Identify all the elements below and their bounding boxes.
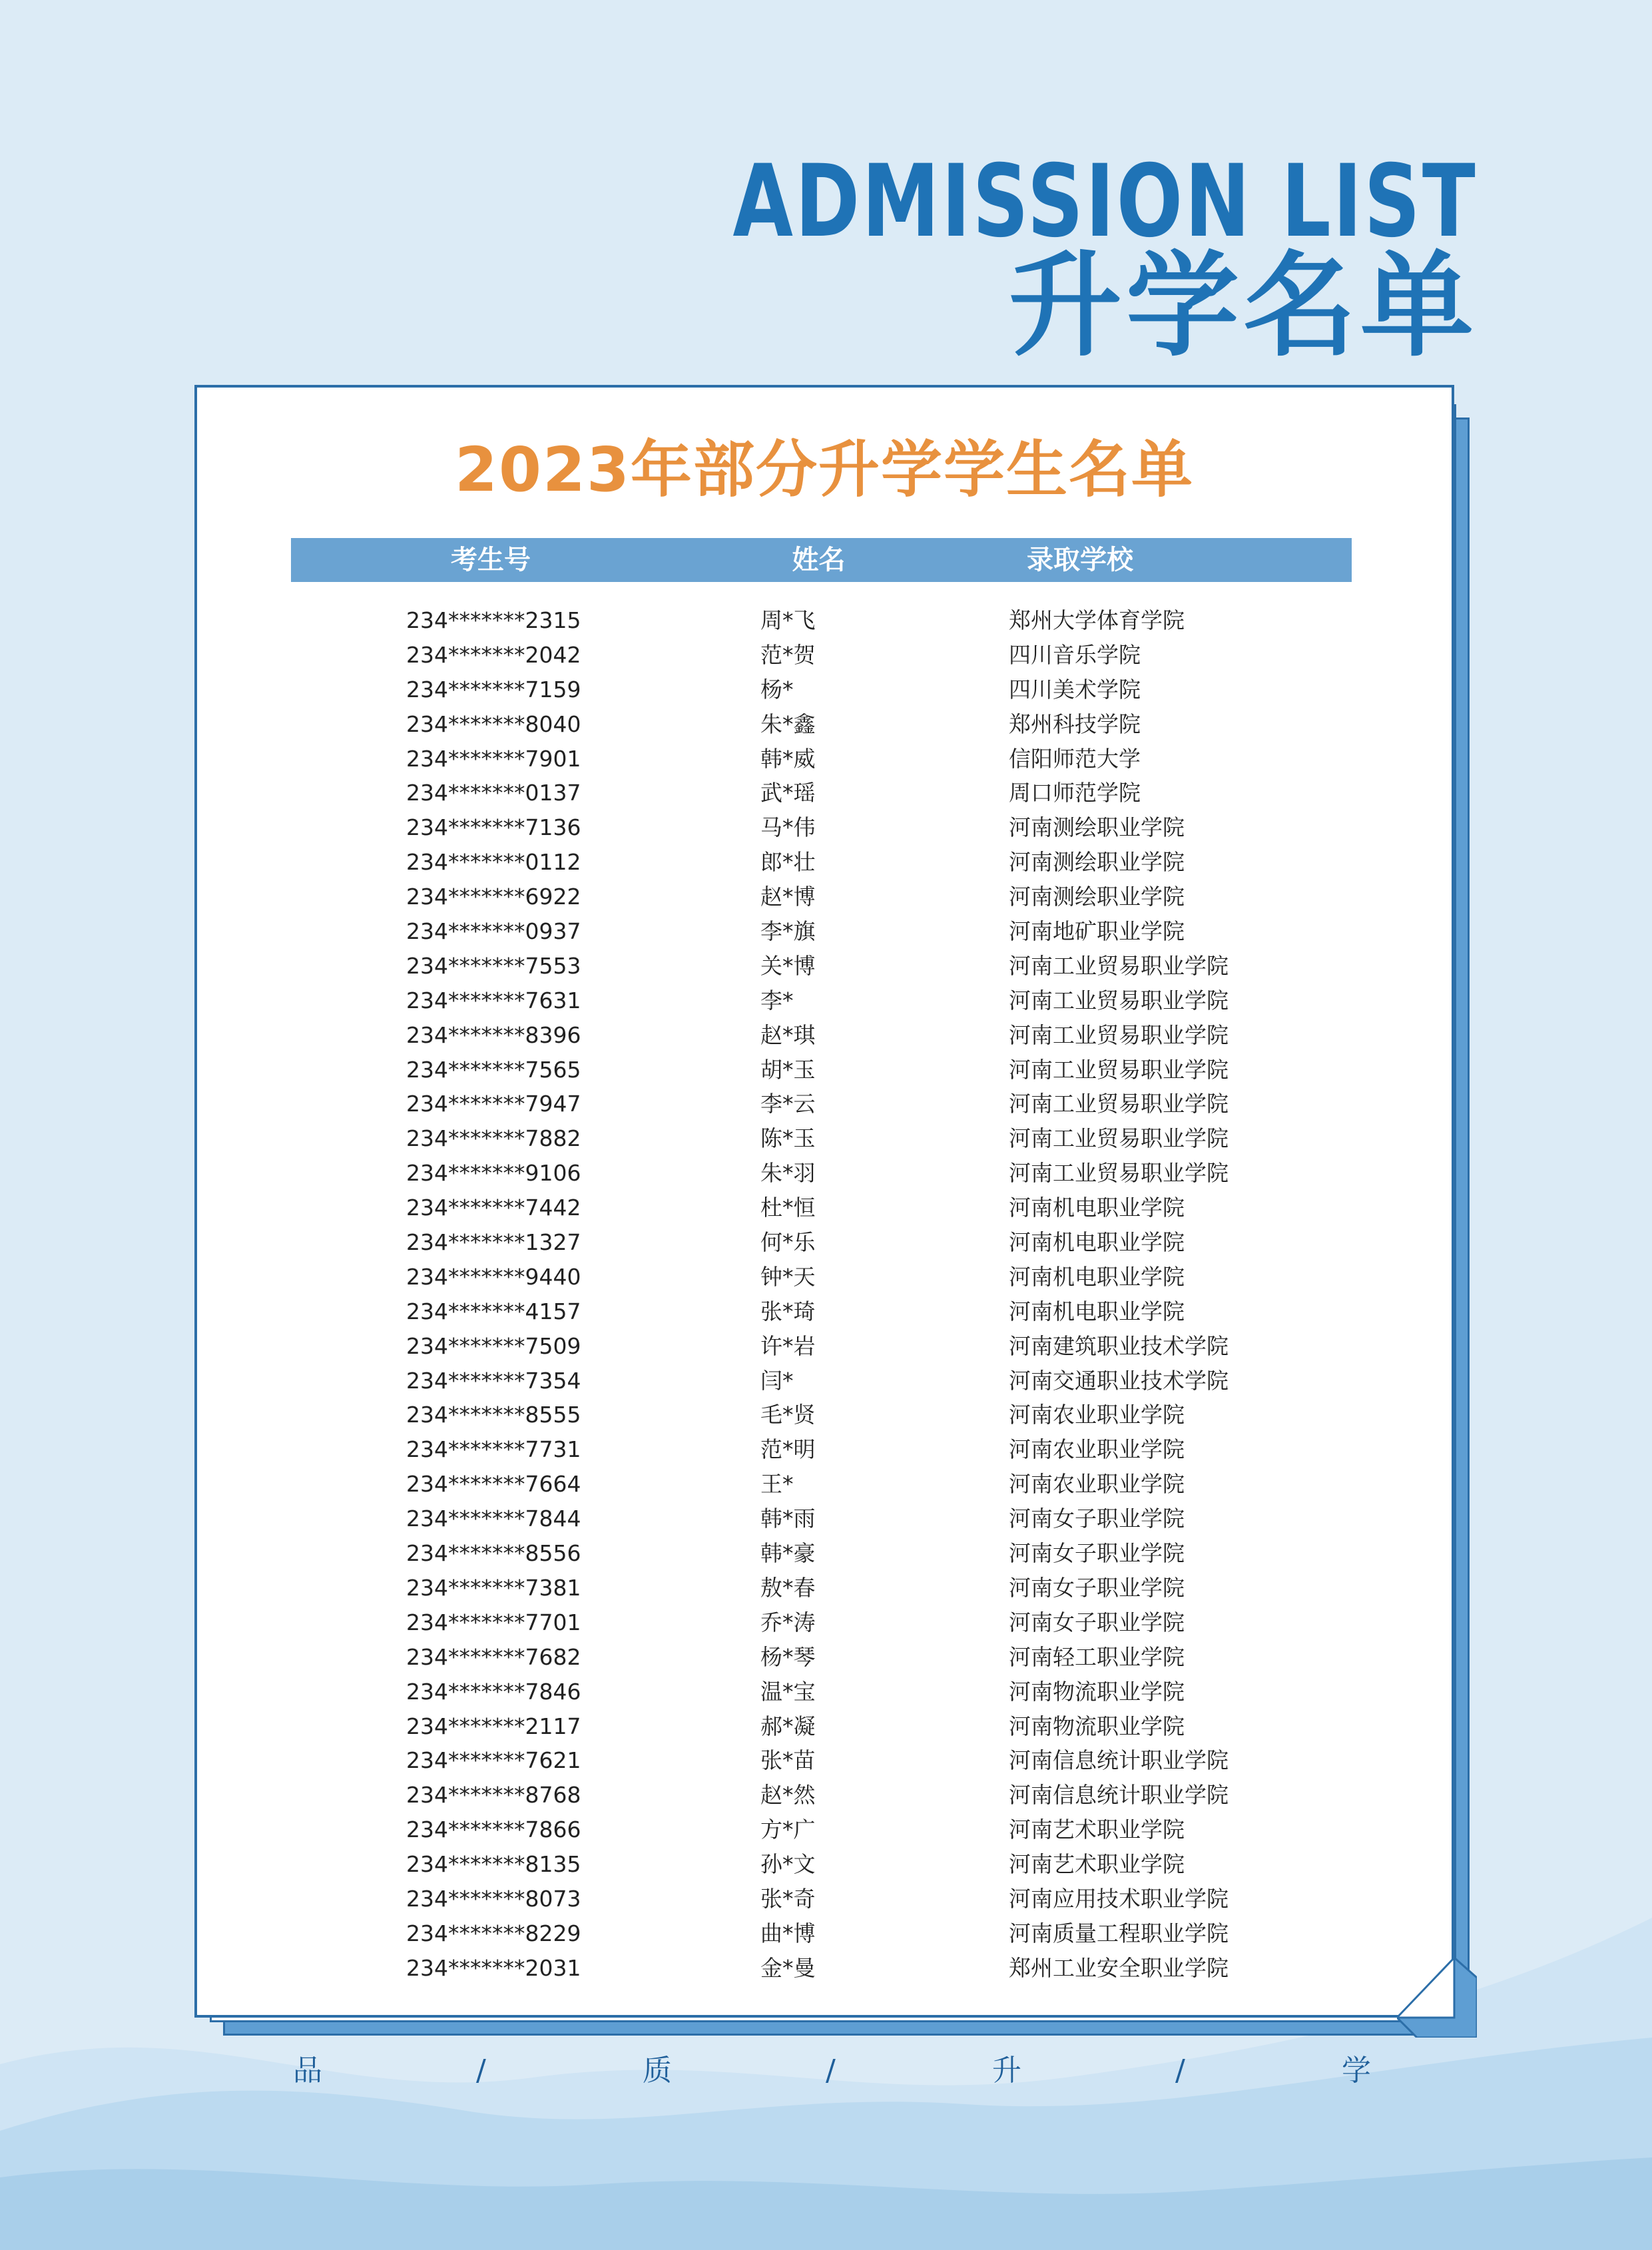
school-cell: 郑州工业安全职业学院: [1009, 1954, 1229, 1981]
student-id-cell: 234*******9440: [406, 1263, 581, 1290]
school-cell: 郑州大学体育学院: [1009, 607, 1185, 633]
footer-char: 学: [1342, 2054, 1371, 2088]
table-row: [0, 1502, 1652, 1536]
school-cell: 河南农业职业学院: [1009, 1471, 1185, 1498]
student-id-cell: 234*******0137: [406, 780, 581, 806]
school-cell: 河南农业职业学院: [1009, 1402, 1185, 1428]
table-row: [0, 1225, 1652, 1260]
student-id-cell: 234*******8073: [406, 1885, 581, 1912]
school-cell: 河南工业贸易职业学院: [1009, 1021, 1229, 1048]
student-id-cell: 234*******7442: [406, 1195, 581, 1221]
footer-slogan: [0, 2051, 1652, 2091]
school-cell: 河南工业贸易职业学院: [1009, 987, 1229, 1013]
table-row: [0, 1260, 1652, 1294]
student-id-cell: 234*******2031: [406, 1954, 581, 1981]
student-name-cell: 方*广: [760, 1817, 816, 1843]
student-id-cell: 234*******7846: [406, 1678, 581, 1705]
table-row: [0, 1882, 1652, 1916]
student-id-cell: 234*******7664: [406, 1471, 581, 1498]
student-id-cell: 234*******8135: [406, 1851, 581, 1878]
column-header-name: 姓名: [792, 545, 846, 575]
student-name-cell: 乔*涛: [760, 1609, 816, 1635]
student-id-cell: 234*******8229: [406, 1920, 581, 1946]
footer-char: 品: [293, 2054, 322, 2088]
footer-char: 质: [643, 2054, 672, 2088]
table-row: [0, 984, 1652, 1018]
school-cell: 河南地矿职业学院: [1009, 918, 1185, 945]
student-id-cell: 234*******4157: [406, 1298, 581, 1324]
table-row: [0, 1536, 1652, 1571]
student-id-cell: 234*******7159: [406, 676, 581, 703]
student-name-cell: 朱*鑫: [760, 710, 816, 737]
student-name-cell: 毛*贤: [760, 1402, 816, 1428]
student-id-cell: 234*******8555: [406, 1402, 581, 1428]
table-row: [0, 949, 1652, 984]
student-name-cell: 杜*恒: [760, 1195, 816, 1221]
school-cell: 四川美术学院: [1009, 676, 1141, 703]
student-name-cell: 孙*文: [760, 1851, 816, 1878]
school-cell: 河南机电职业学院: [1009, 1195, 1185, 1221]
table-row: [0, 1675, 1652, 1709]
student-id-cell: 234*******6922: [406, 884, 581, 910]
student-id-cell: 234*******2315: [406, 607, 581, 633]
student-id-cell: 234*******1327: [406, 1229, 581, 1256]
student-id-cell: 234*******2042: [406, 641, 581, 668]
table-row: [0, 1087, 1652, 1121]
student-name-cell: 许*岩: [760, 1332, 816, 1359]
student-id-cell: 234*******7136: [406, 814, 581, 841]
student-name-cell: 郝*凝: [760, 1713, 816, 1739]
student-name-cell: 李*旗: [760, 918, 816, 945]
student-id-cell: 234*******7553: [406, 952, 581, 979]
school-cell: 河南轻工职业学院: [1009, 1643, 1185, 1670]
admission-table-body: [0, 603, 1652, 1986]
student-name-cell: 张*苗: [760, 1747, 816, 1774]
school-cell: 河南工业贸易职业学院: [1009, 1125, 1229, 1152]
student-id-cell: 234*******7381: [406, 1574, 581, 1601]
student-id-cell: 234*******7354: [406, 1367, 581, 1394]
student-name-cell: 闫*: [760, 1367, 794, 1394]
school-cell: 河南工业贸易职业学院: [1009, 1091, 1229, 1117]
footer-separator: /: [476, 2054, 486, 2088]
student-id-cell: 234*******8768: [406, 1782, 581, 1809]
student-name-cell: 赵*然: [760, 1782, 816, 1809]
student-name-cell: 赵*琪: [760, 1021, 816, 1048]
school-cell: 河南机电职业学院: [1009, 1263, 1185, 1290]
school-cell: 周口师范学院: [1009, 780, 1141, 806]
school-cell: 河南信息统计职业学院: [1009, 1782, 1229, 1809]
student-name-cell: 韩*威: [760, 745, 816, 772]
table-row: [0, 742, 1652, 776]
table-row: [0, 1640, 1652, 1675]
student-name-cell: 王*: [760, 1471, 794, 1498]
student-name-cell: 温*宝: [760, 1678, 816, 1705]
table-row: [0, 1018, 1652, 1053]
student-id-cell: 234*******7565: [406, 1056, 581, 1083]
student-name-cell: 武*瑶: [760, 780, 816, 806]
table-row: [0, 1916, 1652, 1951]
student-id-cell: 234*******2117: [406, 1713, 581, 1739]
school-cell: 河南艺术职业学院: [1009, 1851, 1185, 1878]
student-name-cell: 钟*天: [760, 1263, 816, 1290]
student-id-cell: 234*******0112: [406, 849, 581, 876]
table-row: [0, 776, 1652, 810]
school-cell: 河南机电职业学院: [1009, 1298, 1185, 1324]
table-row: [0, 1709, 1652, 1744]
table-row: [0, 1191, 1652, 1225]
student-name-cell: 杨*: [760, 676, 794, 703]
table-row: [0, 845, 1652, 880]
student-name-cell: 韩*雨: [760, 1506, 816, 1532]
student-name-cell: 韩*豪: [760, 1540, 816, 1567]
school-cell: 河南艺术职业学院: [1009, 1817, 1185, 1843]
student-id-cell: 234*******9106: [406, 1160, 581, 1187]
school-cell: 河南工业贸易职业学院: [1009, 952, 1229, 979]
school-cell: 河南机电职业学院: [1009, 1229, 1185, 1256]
student-name-cell: 陈*玉: [760, 1125, 816, 1152]
student-id-cell: 234*******7631: [406, 987, 581, 1013]
table-row: [0, 1432, 1652, 1467]
table-row: [0, 1053, 1652, 1087]
student-name-cell: 赵*博: [760, 884, 816, 910]
student-name-cell: 张*琦: [760, 1298, 816, 1324]
school-cell: 河南工业贸易职业学院: [1009, 1056, 1229, 1083]
table-row: [0, 1743, 1652, 1778]
school-cell: 河南质量工程职业学院: [1009, 1920, 1229, 1946]
footer-separator: /: [1175, 2054, 1185, 2088]
school-cell: 河南女子职业学院: [1009, 1540, 1185, 1567]
school-cell: 河南女子职业学院: [1009, 1506, 1185, 1532]
table-row: [0, 1778, 1652, 1813]
document-title: 2023年部分升学学生名单: [454, 434, 1195, 505]
student-name-cell: 周*飞: [760, 607, 816, 633]
school-cell: 河南测绘职业学院: [1009, 849, 1185, 876]
school-cell: 河南建筑职业技术学院: [1009, 1332, 1229, 1359]
table-row: [0, 1813, 1652, 1847]
column-header-school: 录取学校: [1027, 545, 1133, 575]
table-row: [0, 1571, 1652, 1605]
table-row: [0, 1121, 1652, 1156]
student-id-cell: 234*******7947: [406, 1091, 581, 1117]
school-cell: 河南交通职业技术学院: [1009, 1367, 1229, 1394]
student-name-cell: 胡*玉: [760, 1056, 816, 1083]
student-id-cell: 234*******8396: [406, 1021, 581, 1048]
student-name-cell: 张*奇: [760, 1885, 816, 1912]
student-id-cell: 234*******7844: [406, 1506, 581, 1532]
school-cell: 河南物流职业学院: [1009, 1713, 1185, 1739]
student-id-cell: 234*******7866: [406, 1817, 581, 1843]
school-cell: 河南测绘职业学院: [1009, 884, 1185, 910]
student-id-cell: 234*******7509: [406, 1332, 581, 1359]
header-title-en: ADMISSION LIST: [732, 144, 1478, 260]
school-cell: 河南女子职业学院: [1009, 1609, 1185, 1635]
school-cell: 郑州科技学院: [1009, 710, 1141, 737]
student-name-cell: 关*博: [760, 952, 816, 979]
student-name-cell: 杨*琴: [760, 1643, 816, 1670]
student-id-cell: 234*******0937: [406, 918, 581, 945]
student-name-cell: 朱*羽: [760, 1160, 816, 1187]
student-name-cell: 李*云: [760, 1091, 816, 1117]
student-id-cell: 234*******7901: [406, 745, 581, 772]
student-name-cell: 何*乐: [760, 1229, 816, 1256]
column-header-id: 考生号: [451, 545, 531, 575]
school-cell: 河南农业职业学院: [1009, 1436, 1185, 1463]
table-row: [0, 1398, 1652, 1432]
table-row: [0, 1605, 1652, 1640]
header-title-cn: 升学名单: [1008, 240, 1478, 372]
student-name-cell: 金*曼: [760, 1954, 816, 1981]
school-cell: 河南信息统计职业学院: [1009, 1747, 1229, 1774]
school-cell: 河南测绘职业学院: [1009, 814, 1185, 841]
student-id-cell: 234*******8040: [406, 710, 581, 737]
table-row: [0, 1847, 1652, 1882]
table-row: [0, 673, 1652, 707]
student-name-cell: 范*明: [760, 1436, 816, 1463]
student-name-cell: 曲*博: [760, 1920, 816, 1946]
table-row: [0, 1156, 1652, 1191]
table-row: [0, 1467, 1652, 1502]
table-header: [291, 538, 1352, 582]
table-row: [0, 603, 1652, 638]
table-row: [0, 880, 1652, 914]
student-id-cell: 234*******7882: [406, 1125, 581, 1152]
table-row: [0, 707, 1652, 742]
table-row: [0, 1329, 1652, 1364]
table-row: [0, 1294, 1652, 1329]
student-id-cell: 234*******7701: [406, 1609, 581, 1635]
student-id-cell: 234*******7731: [406, 1436, 581, 1463]
school-cell: 河南物流职业学院: [1009, 1678, 1185, 1705]
student-name-cell: 郎*壮: [760, 849, 816, 876]
table-row: [0, 914, 1652, 949]
student-id-cell: 234*******7621: [406, 1747, 581, 1774]
school-cell: 河南女子职业学院: [1009, 1574, 1185, 1601]
table-row: [0, 810, 1652, 845]
student-name-cell: 马*伟: [760, 814, 816, 841]
student-name-cell: 范*贺: [760, 641, 816, 668]
footer-char: 升: [992, 2054, 1021, 2088]
table-row: [0, 1364, 1652, 1398]
student-id-cell: 234*******8556: [406, 1540, 581, 1567]
school-cell: 四川音乐学院: [1009, 641, 1141, 668]
school-cell: 河南工业贸易职业学院: [1009, 1160, 1229, 1187]
table-row: [0, 638, 1652, 673]
table-row: [0, 1951, 1652, 1986]
student-name-cell: 敖*春: [760, 1574, 816, 1601]
school-cell: 河南应用技术职业学院: [1009, 1885, 1229, 1912]
student-id-cell: 234*******7682: [406, 1643, 581, 1670]
footer-separator: /: [826, 2054, 836, 2088]
school-cell: 信阳师范大学: [1009, 745, 1141, 772]
student-name-cell: 李*: [760, 987, 794, 1013]
